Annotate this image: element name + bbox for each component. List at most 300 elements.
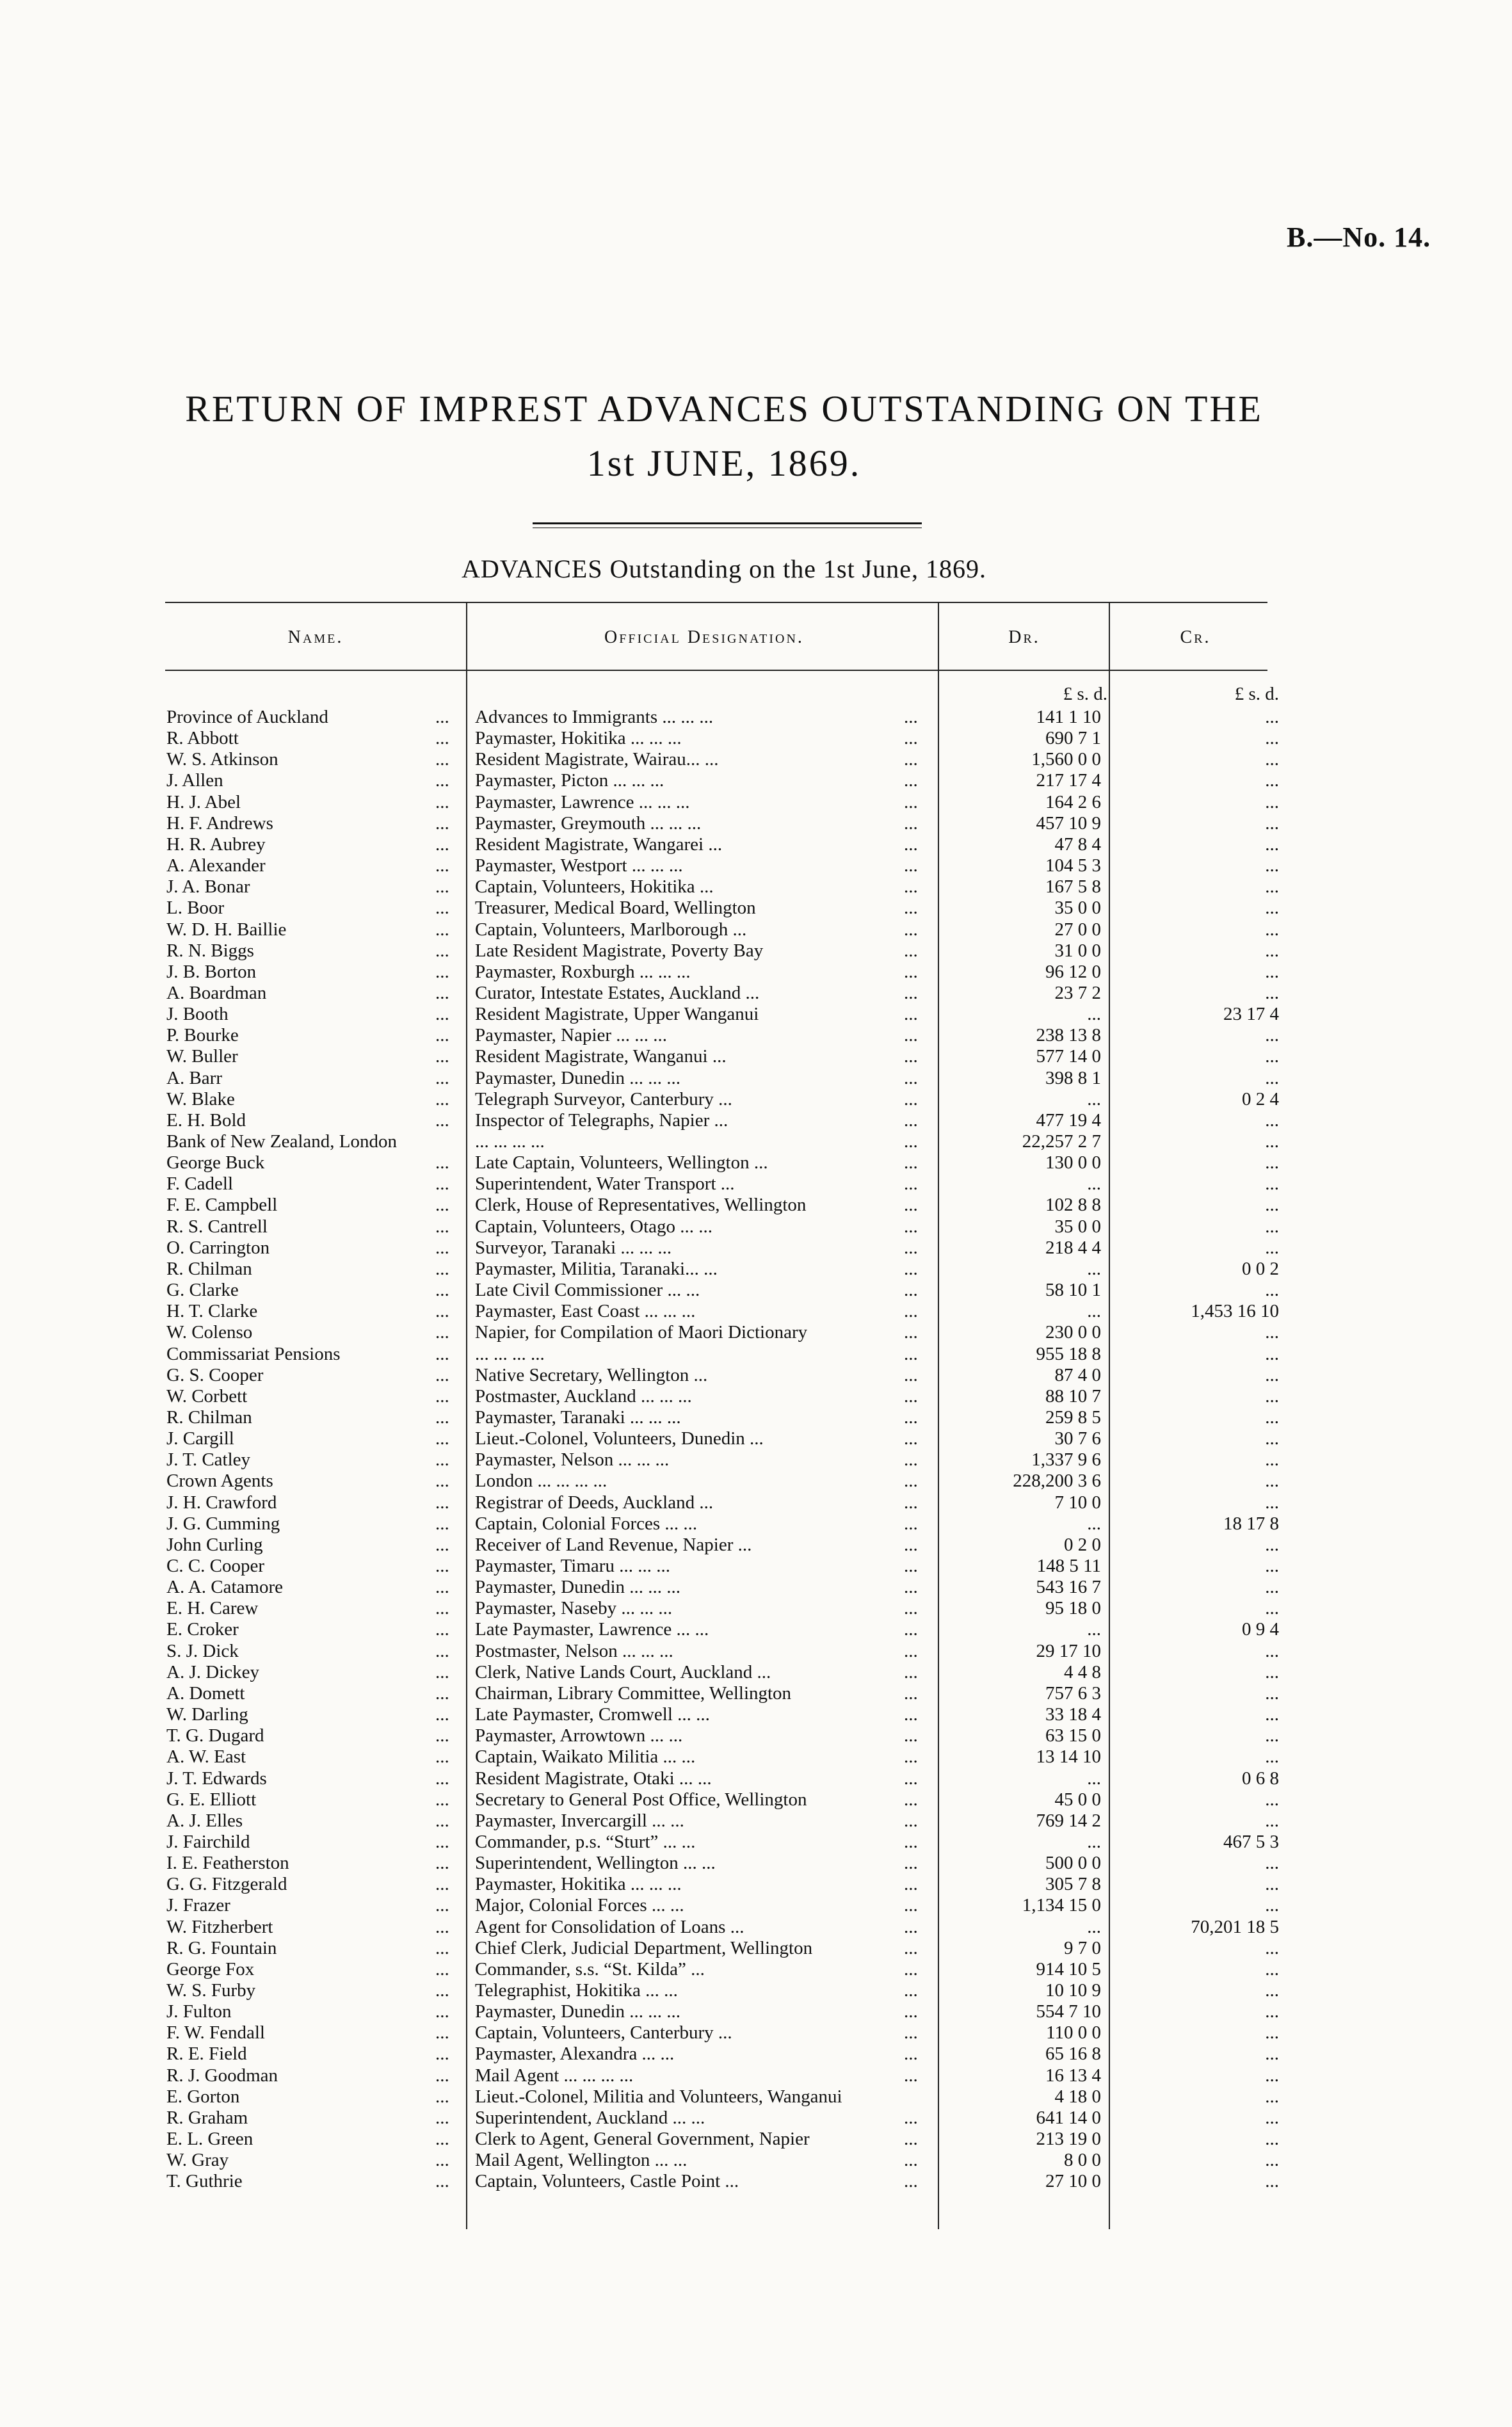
cr-amount: ... <box>1265 1322 1279 1343</box>
dr-amount: 213 19 0 <box>1036 2129 1101 2149</box>
dr-amount: 228,200 3 6 <box>1013 1471 1101 1491</box>
designation-cell: Telegraphist, Hokitika ... ... <box>475 1980 678 2001</box>
table-row <box>0 855 1512 876</box>
name-cell: R. Chilman <box>166 1407 252 1428</box>
designation-cell: Late Resident Magistrate, Poverty Bay <box>475 940 764 961</box>
table-row <box>0 1259 1512 1280</box>
leader-dots: ... <box>904 1428 918 1449</box>
dr-amount: ... <box>1087 1004 1101 1024</box>
name-cell: H. F. Andrews <box>166 813 273 834</box>
name-cell: J. Fairchild <box>166 1832 250 1852</box>
designation-cell: Lieut.-Colonel, Militia and Volunteers, Wanganui <box>475 2086 842 2107</box>
table-row <box>0 1322 1512 1343</box>
leader-dots: ... <box>904 1068 918 1088</box>
name-cell: W. Gray <box>166 2150 229 2170</box>
dr-amount: 4 18 0 <box>1054 2086 1101 2107</box>
cr-amount: ... <box>1265 1492 1279 1513</box>
name-cell: W. S. Furby <box>166 1980 256 2001</box>
designation-cell: Late Paymaster, Lawrence ... ... <box>475 1619 709 1640</box>
leader-dots: ... <box>904 1938 918 1958</box>
cr-amount: ... <box>1265 1938 1279 1958</box>
designation-cell: Postmaster, Nelson ... ... ... <box>475 1641 673 1661</box>
table-row <box>0 2129 1512 2150</box>
designation-cell: Paymaster, East Coast ... ... ... <box>475 1301 696 1321</box>
cr-amount: ... <box>1265 876 1279 897</box>
table-row <box>0 2150 1512 2171</box>
dr-amount: 31 0 0 <box>1054 940 1101 961</box>
cr-amount: 18 17 8 <box>1223 1513 1279 1534</box>
cr-amount: 0 9 4 <box>1242 1619 1279 1640</box>
name-cell: L. Boor <box>166 898 225 918</box>
leader-dots: ... <box>904 1853 918 1873</box>
table-row <box>0 1598 1512 1619</box>
leader-dots: ... <box>435 855 449 876</box>
dr-amount: 33 18 4 <box>1045 1704 1101 1725</box>
cr-amount: ... <box>1265 792 1279 812</box>
col-header-designation: Official Designation. <box>604 627 804 647</box>
designation-cell: Commander, s.s. “St. Kilda” ... <box>475 1959 705 1979</box>
cr-amount: ... <box>1265 1598 1279 1618</box>
dr-amount: 238 13 8 <box>1036 1025 1101 1045</box>
leader-dots: ... <box>435 1895 449 1915</box>
table-row <box>0 792 1512 813</box>
table-row <box>0 1195 1512 1216</box>
leader-dots: ... <box>435 1322 449 1343</box>
leader-dots: ... <box>435 1853 449 1873</box>
name-cell: G. S. Cooper <box>166 1365 264 1385</box>
cr-amount: 23 17 4 <box>1223 1004 1279 1024</box>
dr-amount: 217 17 4 <box>1036 770 1101 791</box>
leader-dots: ... <box>904 1152 918 1173</box>
table-row <box>0 707 1512 728</box>
leader-dots: ... <box>904 2108 918 2128</box>
designation-cell: Paymaster, Arrowtown ... ... <box>475 1725 683 1746</box>
dr-amount: 29 17 10 <box>1036 1641 1101 1661</box>
table-row <box>0 1173 1512 1195</box>
leader-dots: ... <box>435 1152 449 1173</box>
dr-amount: 641 14 0 <box>1036 2108 1101 2128</box>
leader-dots: ... <box>904 1173 918 1194</box>
cr-amount: ... <box>1265 983 1279 1003</box>
name-cell: O. Carrington <box>166 1238 270 1258</box>
cr-amount: ... <box>1265 1810 1279 1831</box>
table-row <box>0 1280 1512 1301</box>
cr-amount: 467 5 3 <box>1223 1832 1279 1852</box>
name-cell: E. L. Green <box>166 2129 253 2149</box>
name-cell: R. Graham <box>166 2108 248 2128</box>
leader-dots: ... <box>435 749 449 770</box>
leader-dots: ... <box>435 1959 449 1979</box>
cr-amount: ... <box>1265 2171 1279 2191</box>
cr-amount: ... <box>1265 1895 1279 1915</box>
designation-cell: ... ... ... ... <box>475 1131 545 1152</box>
name-cell: A. W. East <box>166 1746 246 1767</box>
name-cell: W. Fitzherbert <box>166 1917 273 1937</box>
dr-amount: 955 18 8 <box>1036 1344 1101 1364</box>
name-cell: J. Cargill <box>166 1428 234 1449</box>
designation-cell: Superintendent, Wellington ... ... <box>475 1853 716 1873</box>
cr-amount: 1,453 16 10 <box>1191 1301 1279 1321</box>
cr-currency-units: £ s. d. <box>1234 684 1279 704</box>
table-row <box>0 1513 1512 1535</box>
cr-amount: ... <box>1265 1195 1279 1215</box>
name-cell: George Buck <box>166 1152 265 1173</box>
dr-amount: 22,257 2 7 <box>1022 1131 1101 1152</box>
table-row <box>0 1746 1512 1768</box>
designation-cell: Paymaster, Taranaki ... ... ... <box>475 1407 681 1428</box>
designation-cell: Resident Magistrate, Wanganui ... <box>475 1046 727 1067</box>
leader-dots: ... <box>904 1789 918 1810</box>
leader-dots: ... <box>904 1322 918 1343</box>
leader-dots: ... <box>435 1089 449 1109</box>
table-row <box>0 813 1512 834</box>
dr-amount: 30 7 6 <box>1054 1428 1101 1449</box>
name-cell: J. G. Cumming <box>166 1513 280 1534</box>
leader-dots: ... <box>435 834 449 855</box>
leader-dots: ... <box>904 1195 918 1215</box>
leader-dots: ... <box>435 2022 449 2043</box>
designation-cell: Napier, for Compilation of Maori Dictionary <box>475 1322 808 1343</box>
leader-dots: ... <box>904 1641 918 1661</box>
name-cell: E. H. Bold <box>166 1110 246 1131</box>
name-cell: J. T. Edwards <box>166 1768 267 1789</box>
leader-dots: ... <box>904 1662 918 1682</box>
leader-dots: ... <box>904 1025 918 1045</box>
table-row <box>0 2108 1512 2129</box>
leader-dots: ... <box>435 1662 449 1682</box>
table-row <box>0 1068 1512 1089</box>
name-cell: J. Fulton <box>166 2001 232 2022</box>
leader-dots: ... <box>435 1110 449 1131</box>
cr-amount: ... <box>1265 2022 1279 2043</box>
leader-dots: ... <box>904 1959 918 1979</box>
leader-dots: ... <box>904 1259 918 1279</box>
table-top-rule <box>165 602 1267 603</box>
col-header-name: Name. <box>287 627 344 647</box>
document-reference: B.—No. 14. <box>1287 222 1431 253</box>
cr-amount: ... <box>1265 834 1279 855</box>
dr-amount: ... <box>1087 1513 1101 1534</box>
leader-dots: ... <box>904 1980 918 2001</box>
table-row <box>0 1725 1512 1746</box>
cr-amount: ... <box>1265 1704 1279 1725</box>
name-cell: G. E. Elliott <box>166 1789 257 1810</box>
dr-amount: 914 10 5 <box>1036 1959 1101 1979</box>
dr-amount: 10 10 9 <box>1045 1980 1101 2001</box>
name-cell: J. H. Crawford <box>166 1492 277 1513</box>
designation-cell: Mail Agent ... ... ... ... <box>475 2065 634 2086</box>
dr-amount: 554 7 10 <box>1036 2001 1101 2022</box>
designation-cell: Captain, Volunteers, Hokitika ... <box>475 876 714 897</box>
leader-dots: ... <box>435 919 449 940</box>
leader-dots: ... <box>435 1471 449 1491</box>
dr-amount: 13 14 10 <box>1036 1746 1101 1767</box>
dr-amount: 35 0 0 <box>1054 1216 1101 1237</box>
table-row <box>0 919 1512 940</box>
name-cell: J. B. Borton <box>166 962 257 982</box>
designation-cell: Paymaster, Timaru ... ... ... <box>475 1556 670 1576</box>
dr-amount: 218 4 4 <box>1045 1238 1101 1258</box>
table-row <box>0 898 1512 919</box>
leader-dots: ... <box>435 1810 449 1831</box>
dr-amount: 47 8 4 <box>1054 834 1101 855</box>
designation-cell: Paymaster, Hokitika ... ... ... <box>475 1874 682 1894</box>
leader-dots: ... <box>904 983 918 1003</box>
leader-dots: ... <box>435 1195 449 1215</box>
cr-amount: ... <box>1265 707 1279 727</box>
designation-cell: Paymaster, Hokitika ... ... ... <box>475 728 682 748</box>
leader-dots: ... <box>435 2129 449 2149</box>
cr-amount: ... <box>1265 1131 1279 1152</box>
table-row <box>0 2065 1512 2086</box>
leader-dots: ... <box>904 1131 918 1152</box>
dr-amount: 1,337 9 6 <box>1031 1449 1101 1470</box>
designation-cell: Commander, p.s. “Sturt” ... ... <box>475 1832 696 1852</box>
table-row <box>0 1810 1512 1832</box>
designation-cell: Major, Colonial Forces ... ... <box>475 1895 684 1915</box>
cr-amount: ... <box>1265 2129 1279 2149</box>
designation-cell: Native Secretary, Wellington ... <box>475 1365 708 1385</box>
cr-amount: ... <box>1265 2001 1279 2022</box>
leader-dots: ... <box>904 2001 918 2022</box>
leader-dots: ... <box>435 1216 449 1237</box>
cr-amount: ... <box>1265 1662 1279 1682</box>
leader-dots: ... <box>904 1216 918 1237</box>
leader-dots: ... <box>904 1407 918 1428</box>
designation-cell: Clerk to Agent, General Government, Napier <box>475 2129 810 2149</box>
leader-dots: ... <box>904 1768 918 1789</box>
dr-amount: 457 10 9 <box>1036 813 1101 834</box>
leader-dots: ... <box>435 1280 449 1300</box>
table-row <box>0 1980 1512 2001</box>
dr-amount: 110 0 0 <box>1046 2022 1101 2043</box>
dr-amount: 58 10 1 <box>1045 1280 1101 1300</box>
leader-dots: ... <box>435 1535 449 1555</box>
designation-cell: Captain, Volunteers, Castle Point ... <box>475 2171 739 2191</box>
leader-dots: ... <box>904 876 918 897</box>
name-cell: W. D. H. Baillie <box>166 919 287 940</box>
designation-cell: Superintendent, Water Transport ... <box>475 1173 735 1194</box>
table-row <box>0 1917 1512 1938</box>
cr-amount: 70,201 18 5 <box>1191 1917 1279 1937</box>
table-row <box>0 1449 1512 1471</box>
dr-amount: 167 5 8 <box>1045 876 1101 897</box>
leader-dots: ... <box>435 1004 449 1024</box>
name-cell: A. J. Dickey <box>166 1662 259 1682</box>
name-cell: H. R. Aubrey <box>166 834 266 855</box>
table-row <box>0 1344 1512 1365</box>
table-row <box>0 1386 1512 1407</box>
leader-dots: ... <box>904 707 918 727</box>
dr-amount: 577 14 0 <box>1036 1046 1101 1067</box>
leader-dots: ... <box>904 962 918 982</box>
name-cell: E. Croker <box>166 1619 239 1640</box>
cr-amount: ... <box>1265 1344 1279 1364</box>
page-title: RETURN OF IMPREST ADVANCES OUTSTANDING ON THE <box>185 388 1263 430</box>
designation-cell: Telegraph Surveyor, Canterbury ... <box>475 1089 732 1109</box>
designation-cell: Receiver of Land Revenue, Napier ... <box>475 1535 752 1555</box>
dr-amount: 45 0 0 <box>1054 1789 1101 1810</box>
designation-cell: Lieut.-Colonel, Volunteers, Dunedin ... <box>475 1428 764 1449</box>
table-row <box>0 1832 1512 1853</box>
leader-dots: ... <box>904 1492 918 1513</box>
dr-amount: ... <box>1087 1619 1101 1640</box>
name-cell: J. A. Bonar <box>166 876 250 897</box>
cr-amount: ... <box>1265 2108 1279 2128</box>
designation-cell: Paymaster, Dunedin ... ... ... <box>475 1577 681 1597</box>
leader-dots: ... <box>904 2065 918 2086</box>
leader-dots: ... <box>904 1619 918 1640</box>
cr-amount: ... <box>1265 2044 1279 2064</box>
leader-dots: ... <box>904 1365 918 1385</box>
dr-amount: 477 19 4 <box>1036 1110 1101 1131</box>
dr-amount: ... <box>1087 1259 1101 1279</box>
designation-cell: Advances to Immigrants ... ... ... <box>475 707 714 727</box>
dr-amount: 95 18 0 <box>1045 1598 1101 1618</box>
cr-amount: ... <box>1265 1428 1279 1449</box>
designation-cell: Late Civil Commissioner ... ... <box>475 1280 700 1300</box>
name-cell: H. T. Clarke <box>166 1301 258 1321</box>
cr-amount: ... <box>1265 1980 1279 2001</box>
leader-dots: ... <box>435 1365 449 1385</box>
leader-dots: ... <box>435 2086 449 2107</box>
cr-amount: ... <box>1265 1471 1279 1491</box>
name-cell: W. Blake <box>166 1089 235 1109</box>
table-row <box>0 1959 1512 1980</box>
name-cell: J. Frazer <box>166 1895 230 1915</box>
dr-amount: 63 15 0 <box>1045 1725 1101 1746</box>
leader-dots: ... <box>904 2044 918 2064</box>
leader-dots: ... <box>435 1068 449 1088</box>
table-row <box>0 2022 1512 2044</box>
leader-dots: ... <box>435 1917 449 1937</box>
dr-amount: 4 4 8 <box>1064 1662 1101 1682</box>
leader-dots: ... <box>435 1428 449 1449</box>
table-row <box>0 1407 1512 1428</box>
leader-dots: ... <box>904 2150 918 2170</box>
leader-dots: ... <box>435 1725 449 1746</box>
table-row <box>0 1365 1512 1386</box>
leader-dots: ... <box>904 1895 918 1915</box>
table-row <box>0 1874 1512 1895</box>
name-cell: P. Bourke <box>166 1025 239 1045</box>
cr-amount: ... <box>1265 1025 1279 1045</box>
leader-dots: ... <box>904 1386 918 1407</box>
designation-cell: Resident Magistrate, Wangarei ... <box>475 834 723 855</box>
dr-amount: 690 7 1 <box>1045 728 1101 748</box>
designation-cell: Registrar of Deeds, Auckland ... <box>475 1492 714 1513</box>
dr-amount: 0 2 0 <box>1064 1535 1101 1555</box>
header-bottom-rule <box>165 670 1267 671</box>
name-cell: Crown Agents <box>166 1471 273 1491</box>
cr-amount: ... <box>1265 1683 1279 1704</box>
dr-currency-units: £ s. d. <box>1063 684 1107 704</box>
leader-dots: ... <box>435 728 449 748</box>
cr-amount: ... <box>1265 770 1279 791</box>
leader-dots: ... <box>435 2108 449 2128</box>
designation-cell: Captain, Volunteers, Canterbury ... <box>475 2022 732 2043</box>
designation-cell: Paymaster, Picton ... ... ... <box>475 770 664 791</box>
table-row <box>0 1131 1512 1152</box>
name-cell: Province of Auckland <box>166 707 328 727</box>
table-row <box>0 1619 1512 1640</box>
cr-amount: ... <box>1265 1746 1279 1767</box>
leader-dots: ... <box>435 1344 449 1364</box>
leader-dots: ... <box>435 792 449 812</box>
leader-dots: ... <box>435 1556 449 1576</box>
dr-amount: ... <box>1087 1917 1101 1937</box>
table-row <box>0 1216 1512 1238</box>
dr-amount: 164 2 6 <box>1045 792 1101 812</box>
leader-dots: ... <box>904 1344 918 1364</box>
designation-cell: Resident Magistrate, Upper Wanganui <box>475 1004 759 1024</box>
designation-cell: Paymaster, Greymouth ... ... ... <box>475 813 702 834</box>
leader-dots: ... <box>904 2171 918 2191</box>
designation-cell: Paymaster, Nelson ... ... ... <box>475 1449 670 1470</box>
designation-cell: Mail Agent, Wellington ... ... <box>475 2150 688 2170</box>
leader-dots: ... <box>435 983 449 1003</box>
leader-dots: ... <box>435 1513 449 1534</box>
leader-dots: ... <box>904 1746 918 1767</box>
dr-amount: 87 4 0 <box>1054 1365 1101 1385</box>
dr-amount: 757 6 3 <box>1045 1683 1101 1704</box>
name-cell: F. Cadell <box>166 1173 234 1194</box>
table-row <box>0 1004 1512 1025</box>
cr-amount: ... <box>1265 2150 1279 2170</box>
designation-cell: Superintendent, Auckland ... ... <box>475 2108 705 2128</box>
leader-dots: ... <box>904 1683 918 1704</box>
table-row <box>0 1577 1512 1598</box>
name-cell: R. Chilman <box>166 1259 252 1279</box>
table-row <box>0 1046 1512 1067</box>
cr-amount: ... <box>1265 1068 1279 1088</box>
cr-amount: 0 2 4 <box>1242 1089 1279 1109</box>
dr-amount: 769 14 2 <box>1036 1810 1101 1831</box>
leader-dots: ... <box>435 962 449 982</box>
cr-amount: ... <box>1265 1046 1279 1067</box>
cr-amount: ... <box>1265 2086 1279 2107</box>
table-row <box>0 1535 1512 1556</box>
leader-dots: ... <box>904 1449 918 1470</box>
dr-amount: 130 0 0 <box>1045 1152 1101 1173</box>
name-cell: R. J. Goodman <box>166 2065 278 2086</box>
leader-dots: ... <box>904 2022 918 2043</box>
leader-dots: ... <box>904 1280 918 1300</box>
name-cell: W. S. Atkinson <box>166 749 278 770</box>
leader-dots: ... <box>904 1513 918 1534</box>
designation-cell: Paymaster, Invercargill ... ... <box>475 1810 684 1831</box>
name-cell: W. Darling <box>166 1704 248 1725</box>
dr-amount: ... <box>1087 1173 1101 1194</box>
cr-amount: ... <box>1265 1407 1279 1428</box>
leader-dots: ... <box>435 1768 449 1789</box>
leader-dots: ... <box>904 1704 918 1725</box>
name-cell: A. Domett <box>166 1683 245 1704</box>
name-cell: C. C. Cooper <box>166 1556 265 1576</box>
table-row <box>0 940 1512 962</box>
cr-amount: ... <box>1265 1173 1279 1194</box>
dr-amount: 1,560 0 0 <box>1031 749 1101 770</box>
dr-amount: 305 7 8 <box>1045 1874 1101 1894</box>
designation-cell: Paymaster, Naseby ... ... ... <box>475 1598 673 1618</box>
dr-amount: 23 7 2 <box>1054 983 1101 1003</box>
designation-cell: Late Captain, Volunteers, Wellington ... <box>475 1152 768 1173</box>
table-row <box>0 1492 1512 1513</box>
dr-amount: 230 0 0 <box>1045 1322 1101 1343</box>
leader-dots: ... <box>435 1492 449 1513</box>
page-title-date: 1st JUNE, 1869. <box>586 442 862 484</box>
name-cell: A. A. Catamore <box>166 1577 284 1597</box>
